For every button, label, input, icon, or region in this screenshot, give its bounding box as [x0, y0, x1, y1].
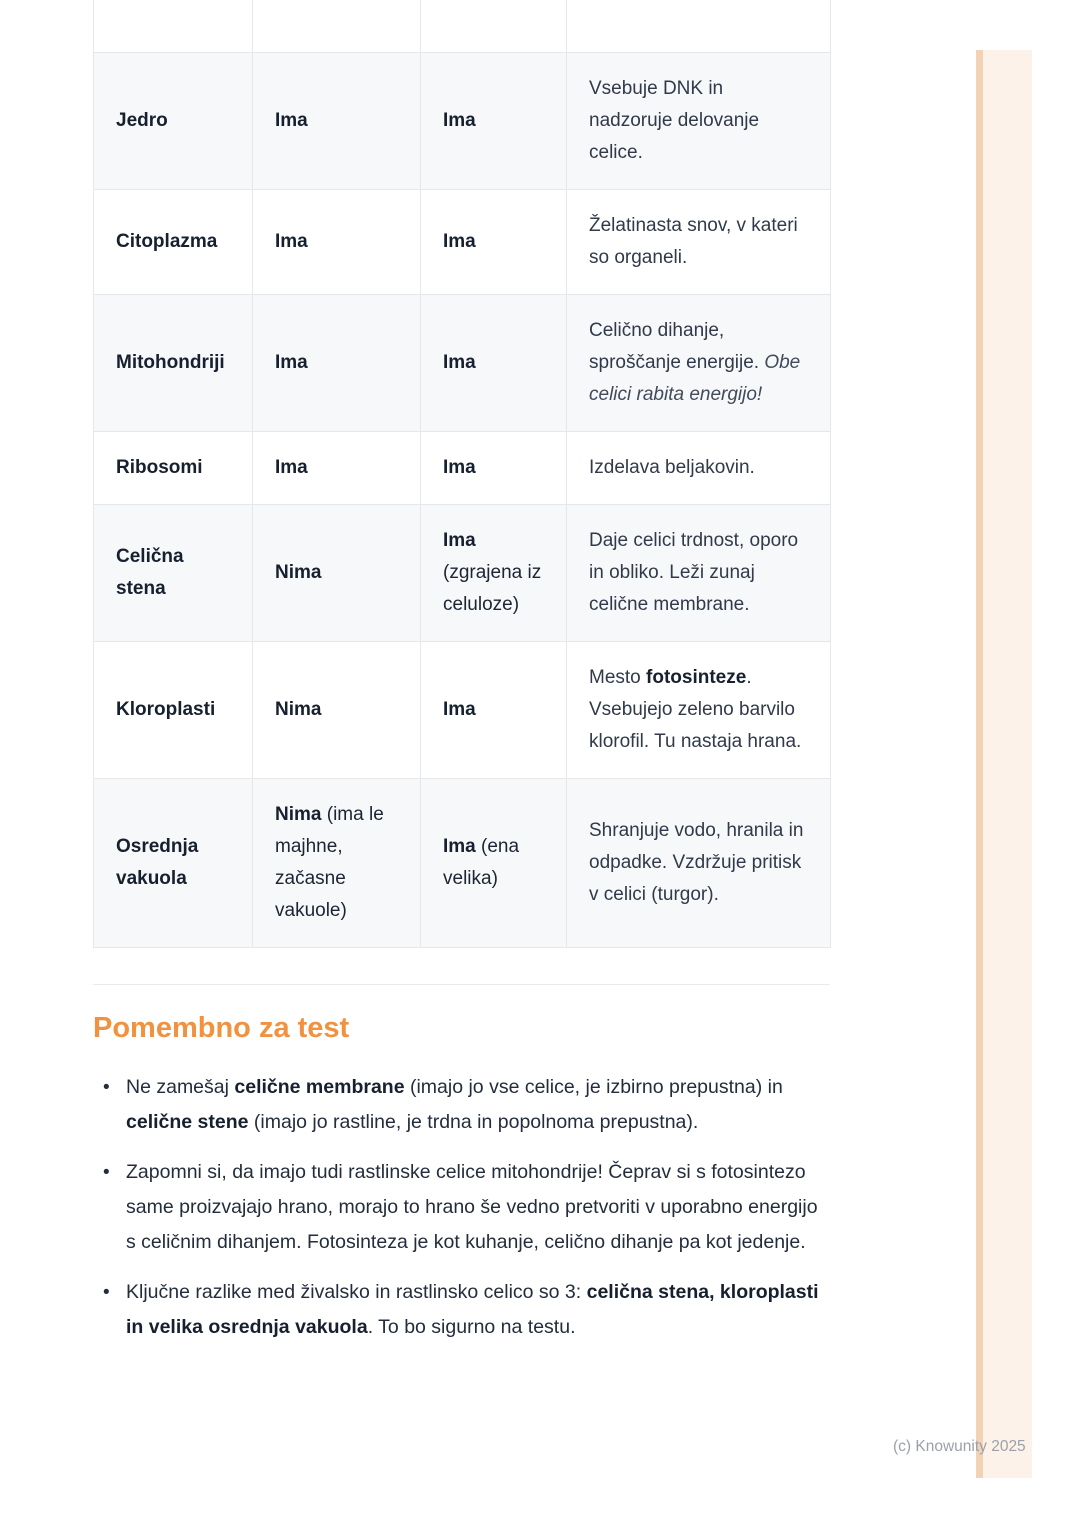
text-segment: Zapomni si, da imajo tudi rastlinske celice mitohondrije! Čeprav si s fotosintezo same proizvajajo hrano, morajo to hrano še vedno pretvoriti v uporabno energijo s celičnim dihanjem. Fotosinteza je kot kuhanje, celično dihanje pa kot jedenje.	[126, 1160, 818, 1253]
text-segment: Ima	[443, 698, 476, 720]
text-segment: (ena velika)	[443, 835, 520, 889]
table-row	[94, 504, 831, 641]
text-segment: celična stena, kloroplasti in velika osrednja vakuola	[126, 1280, 819, 1338]
text-segment: Ima	[275, 109, 308, 131]
text-segment: Jedro	[116, 109, 168, 131]
description-cell	[567, 641, 831, 778]
partial-cell	[94, 0, 253, 52]
list-item	[93, 1070, 830, 1140]
text-segment: Želatinasta snov, v kateri so organeli.	[589, 214, 798, 268]
text-segment: (zgrajena iz celuloze)	[443, 561, 542, 615]
cell-comparison-table	[93, 0, 831, 948]
text-segment: Osrednja vakuola	[116, 835, 199, 889]
page-edge-stripe	[976, 50, 1032, 1478]
partial-row	[94, 0, 831, 52]
section-heading: Pomembno za test	[93, 1011, 350, 1044]
text-segment: Ima	[443, 835, 476, 857]
text-segment: Ima	[443, 230, 476, 252]
organelle-name-cell	[94, 504, 253, 641]
animal-cell-value	[253, 504, 421, 641]
text-segment: Citoplazma	[116, 230, 218, 252]
partial-cell	[421, 0, 567, 52]
notes-list	[93, 1070, 830, 1345]
text-segment: (imajo jo vse celice, je izbirno prepustna) in	[404, 1075, 783, 1098]
organelle-name-cell	[94, 294, 253, 431]
bullet-icon: •	[103, 1076, 110, 1098]
list-item-text	[126, 1161, 818, 1253]
organelle-name-cell	[94, 641, 253, 778]
text-segment: . To bo sigurno na testu.	[367, 1315, 576, 1338]
table-row	[94, 294, 831, 431]
text-segment: Obe celici rabita energijo!	[589, 351, 801, 405]
text-segment: Ima	[443, 351, 476, 373]
table-row	[94, 778, 831, 947]
text-segment: Celična stena	[116, 545, 184, 599]
list-item	[93, 1275, 830, 1345]
text-segment: (imajo jo rastline, je trdna in popolnoma prepustna).	[248, 1110, 699, 1133]
plant-cell-value	[421, 52, 567, 189]
text-segment: Daje celici trdnost, oporo in obliko. Leži zunaj celične membrane.	[589, 529, 799, 615]
text-segment: Izdelava beljakovin.	[589, 456, 755, 478]
text-segment: Ima	[443, 109, 476, 131]
text-segment: Ribosomi	[116, 456, 203, 478]
table-cutoff-row	[94, 0, 831, 52]
plant-cell-value	[421, 294, 567, 431]
description-cell	[567, 189, 831, 294]
text-segment: . Vsebujejo zeleno barvilo klorofil. Tu nastaja hrana.	[589, 666, 802, 752]
text-segment: Mitohondriji	[116, 351, 225, 373]
text-segment: Shranjuje vodo, hranila in odpadke. Vzdržuje pritisk v celici (turgor).	[589, 819, 804, 905]
partial-cell	[567, 0, 831, 52]
partial-cell	[253, 0, 421, 52]
animal-cell-value	[253, 778, 421, 947]
document-content	[93, 0, 830, 1360]
text-segment: Celično dihanje, sproščanje energije.	[589, 319, 765, 373]
text-segment: (ima le majhne, začasne vakuole)	[275, 803, 384, 921]
text-segment: Nima	[275, 561, 322, 583]
text-segment: Ima	[275, 456, 308, 478]
list-item-text	[126, 1076, 783, 1133]
text-segment: Vsebuje DNK in nadzoruje delovanje celice.	[589, 77, 760, 163]
plant-cell-value	[421, 504, 567, 641]
list-item	[93, 1155, 830, 1260]
plant-cell-value	[421, 778, 567, 947]
plant-cell-value	[421, 189, 567, 294]
table-row	[94, 189, 831, 294]
text-segment: Ima	[275, 230, 308, 252]
text-segment: Nima	[275, 698, 322, 720]
organelle-name-cell	[94, 52, 253, 189]
bullet-icon: •	[103, 1281, 110, 1303]
copyright-watermark: (c) Knowunity 2025	[893, 1438, 1026, 1455]
description-cell	[567, 294, 831, 431]
animal-cell-value	[253, 294, 421, 431]
organelle-name-cell	[94, 778, 253, 947]
text-segment: celične stene	[126, 1110, 249, 1133]
animal-cell-value	[253, 52, 421, 189]
text-segment: Ima	[443, 529, 476, 551]
table-row	[94, 52, 831, 189]
text-segment: celične membrane	[234, 1075, 405, 1098]
text-segment: Ima	[443, 456, 476, 478]
animal-cell-value	[253, 189, 421, 294]
animal-cell-value	[253, 431, 421, 504]
organelle-name-cell	[94, 189, 253, 294]
text-segment: Ključne razlike med živalsko in rastlinsko celico so 3:	[126, 1280, 587, 1303]
text-segment: Nima	[275, 803, 322, 825]
plant-cell-value	[421, 641, 567, 778]
text-segment: Ne zamešaj	[126, 1075, 235, 1098]
description-cell	[567, 504, 831, 641]
bullet-icon: •	[103, 1161, 110, 1183]
text-segment: fotosinteze	[646, 666, 747, 688]
description-cell	[567, 778, 831, 947]
table-row	[94, 431, 831, 504]
table-row	[94, 641, 831, 778]
description-cell	[567, 52, 831, 189]
animal-cell-value	[253, 641, 421, 778]
list-item-text	[126, 1281, 819, 1338]
organelle-name-cell	[94, 431, 253, 504]
text-segment: Ima	[275, 351, 308, 373]
description-cell	[567, 431, 831, 504]
plant-cell-value	[421, 431, 567, 504]
section-divider	[93, 984, 830, 985]
text-segment: Mesto	[589, 666, 647, 688]
text-segment: Kloroplasti	[116, 698, 216, 720]
